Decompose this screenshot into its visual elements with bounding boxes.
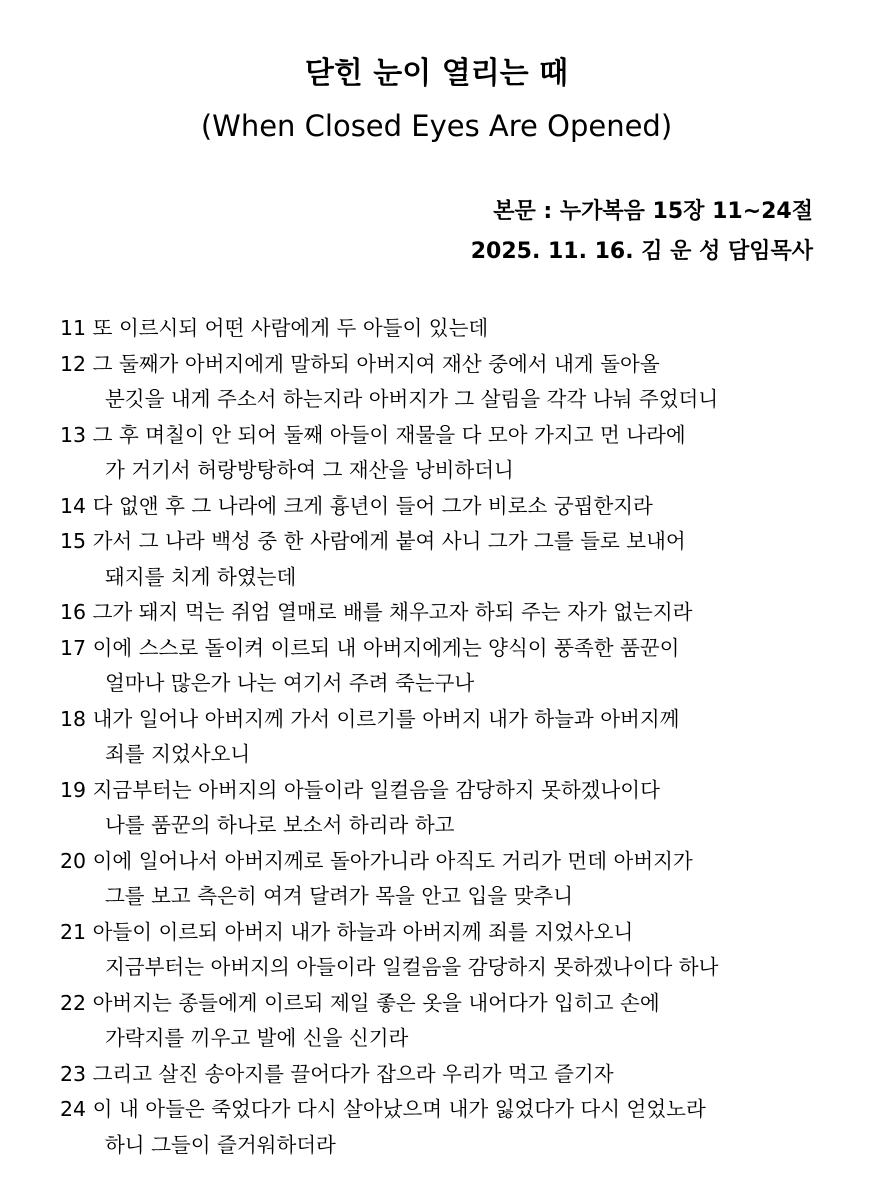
verse-first-line — [60, 524, 820, 560]
verse-number: 21 — [60, 919, 87, 944]
verse-text: 그리고 살진 송아지를 끌어다가 잡으라 우리가 먹고 즐기자 — [92, 1061, 614, 1086]
verse-text: 돼지를 치게 하였는데 — [105, 564, 297, 589]
verse-first-line — [60, 311, 820, 347]
verse-first-line — [60, 489, 820, 525]
verse-continuation-line — [60, 1021, 820, 1057]
verse-first-line — [60, 1092, 820, 1128]
verse-first-line — [60, 347, 820, 383]
verse-number: 17 — [60, 635, 87, 660]
verse-text: 지금부터는 아버지의 아들이라 일컬음을 감당하지 못하겠나이다 — [92, 777, 660, 802]
verse-text: 그 후 며칠이 안 되어 둘째 아들이 재물을 다 모아 가지고 먼 나라에 — [92, 422, 686, 447]
verse — [60, 631, 820, 702]
verse-text: 이에 일어나서 아버지께로 돌아가니라 아직도 거리가 먼데 아버지가 — [92, 848, 693, 873]
verse-text: 아들이 이르되 아버지 내가 하늘과 아버지께 죄를 지었사오니 — [92, 919, 634, 944]
verse — [60, 418, 820, 489]
verse-number: 22 — [60, 990, 87, 1015]
verse — [60, 844, 820, 915]
sermon-title: 닫힌 눈이 열리는 때 — [304, 56, 569, 91]
verse — [60, 347, 820, 418]
verse-number: 16 — [60, 600, 87, 624]
verse-text: 하니 그들이 즐거워하더라 — [105, 1132, 336, 1157]
verse-text: 가서 그 나라 백성 중 한 사람에게 붙여 사니 그가 그를 들로 보내어 — [92, 529, 686, 553]
verse-number: 12 — [60, 351, 87, 376]
verse-number: 19 — [60, 777, 87, 802]
verse-first-line — [60, 631, 820, 667]
verse-continuation-line — [60, 382, 820, 418]
verse-number: 14 — [60, 493, 87, 518]
verse — [60, 915, 820, 986]
verse-number: 20 — [60, 848, 87, 873]
verse-first-line — [60, 418, 820, 454]
verse-continuation-line — [60, 560, 820, 596]
verse-text: 분깃을 내게 주소서 하는지라 아버지가 그 살림을 각각 나눠 주었더니 — [105, 387, 719, 411]
verse-text: 아버지는 종들에게 이르되 제일 좋은 옷을 내어다가 입히고 손에 — [92, 990, 660, 1015]
sermon-title-english: (When Closed Eyes Are Opened) — [200, 109, 673, 143]
verse-number: 15 — [60, 529, 87, 553]
verse-first-line — [60, 1057, 820, 1093]
verse-text: 그가 돼지 먹는 쥐엄 열매로 배를 채우고자 하되 주는 자가 없는지라 — [92, 600, 693, 624]
verse — [60, 1092, 820, 1163]
verse-text: 그를 보고 측은히 여겨 달려가 목을 안고 입을 맞추니 — [105, 884, 573, 908]
verse-text: 다 없앤 후 그 나라에 크게 흉년이 들어 그가 비로소 궁핍한지라 — [92, 493, 653, 518]
verse-text: 또 이르시되 어떤 사람에게 두 아들이 있는데 — [92, 316, 489, 340]
verse — [60, 524, 820, 595]
verse — [60, 311, 820, 347]
scripture-reference: 본문 : 누가복음 15장 11~24절 — [493, 199, 813, 224]
verse-first-line — [60, 844, 820, 880]
verse-text: 이 내 아들은 죽었다가 다시 살아났으며 내가 잃었다가 다시 얻었노라 — [92, 1097, 706, 1121]
verse-number: 11 — [60, 316, 87, 340]
verse-text: 죄를 지었사오니 — [105, 742, 251, 766]
verse — [60, 702, 820, 773]
verse-text: 나를 품꾼의 하나로 보소서 하리라 하고 — [105, 813, 455, 837]
scripture-text — [60, 311, 820, 1163]
verse-number: 24 — [60, 1097, 87, 1121]
verse-first-line — [60, 595, 820, 631]
verse-continuation-line — [60, 879, 820, 915]
verse-continuation-line — [60, 737, 820, 773]
verse-text: 이에 스스로 돌이켜 이르되 내 아버지에게는 양식이 풍족한 품꾼이 — [92, 635, 680, 660]
verse-continuation-line — [60, 808, 820, 844]
verse-text: 얼마나 많은가 나는 여기서 주려 죽는구나 — [105, 671, 475, 695]
verse — [60, 1057, 820, 1093]
verse-continuation-line — [60, 453, 820, 489]
verse — [60, 595, 820, 631]
verse-text: 내가 일어나 아버지께 가서 이르기를 아버지 내가 하늘과 아버지께 — [92, 706, 680, 731]
verse-continuation-line — [60, 950, 820, 986]
verse-text: 지금부터는 아버지의 아들이라 일컬음을 감당하지 못하겠나이다 하나 — [105, 955, 719, 979]
verse — [60, 489, 820, 525]
verse-first-line — [60, 986, 820, 1022]
date-and-preacher: 2025. 11. 16. 김 운 성 담임목사 — [470, 239, 813, 264]
verse-text: 가 거기서 허랑방탕하여 그 재산을 낭비하더니 — [105, 458, 514, 482]
verse-text: 가락지를 끼우고 발에 신을 신기라 — [105, 1026, 409, 1050]
verse-text: 그 둘째가 아버지에게 말하되 아버지여 재산 중에서 내게 돌아올 — [92, 351, 660, 376]
verse-continuation-line — [60, 666, 820, 702]
verse-first-line — [60, 773, 820, 809]
verse-continuation-line — [60, 1128, 820, 1164]
verse-number: 13 — [60, 422, 87, 447]
verse — [60, 773, 820, 844]
verse — [60, 986, 820, 1057]
verse-number: 18 — [60, 706, 87, 731]
verse-first-line — [60, 915, 820, 951]
verse-first-line — [60, 702, 820, 738]
verse-number: 23 — [60, 1061, 87, 1086]
